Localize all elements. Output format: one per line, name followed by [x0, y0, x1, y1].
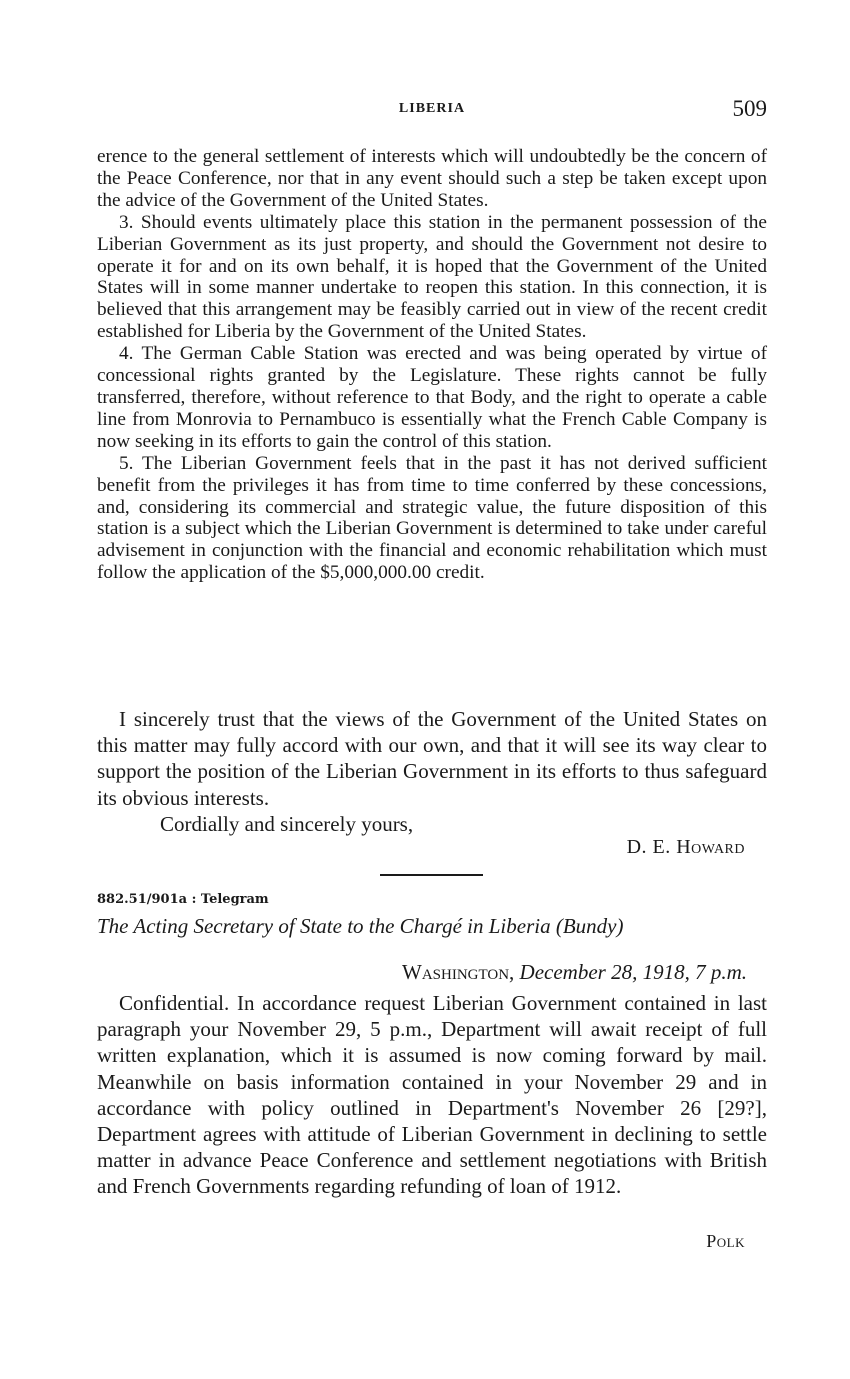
letter-body — [97, 146, 767, 584]
closing-paragraph: I sincerely trust that the views of the Government of the United States on this matter may fully accord with our own, and that it will see its way clear to support the position of the Liberian Government in its efforts to thus safeguard its obvious interests. — [97, 707, 767, 810]
section-divider — [380, 874, 483, 876]
letter-closing-paragraph — [97, 706, 767, 811]
page-header — [97, 96, 767, 126]
letter-paragraph-5: 5. The Liberian Government feels that in the past it has not derived sufficient benefit from the privileges it has from time to time conferred by these concessions, and, considering its commercial and strategic value, the future disposition of this station is a subject which the Liberian Government is determined to take under careful advisement in conjunction with the financial and economic rehabilitation which must follow the application of the $5,000,000.00 credit. — [97, 452, 767, 584]
dateline — [402, 960, 747, 985]
complimentary-close: Cordially and sincerely yours, — [160, 812, 414, 836]
letter-paragraph-continuation: erence to the general settlement of interests which will undoubtedly be the concern of the Peace Conference, nor that in any event should such a step be taken except upon the advice of the Government of the United States. — [97, 146, 767, 211]
dateline-place: Washington, — [402, 960, 515, 984]
dateline-date: December 28, 1918, 7 p.m. — [519, 960, 747, 984]
letter-signature: D. E. Howard — [626, 836, 745, 858]
file-reference: 882.51/901a : Telegram — [97, 892, 269, 907]
letter-paragraph-3: 3. Should events ultimately place this station in the permanent possession of the Liberian Government as its just property, and should the Government not desire to operate it for and on its own behalf, it is hoped that the Government of the United States will in some manner undertake to reopen this station. In this connection, it is believed that this arrangement may be feasibly carried out in view of the recent credit established for Liberia by the Government of the United States. — [97, 211, 767, 343]
telegram-signature: Polk — [706, 1231, 745, 1251]
page-number: 509 — [732, 96, 767, 121]
telegram-paragraph: Confidential. In accordance request Liberian Government contained in last paragraph your November 29, 5 p.m., Department will await receipt of full written explanation, which it is assumed is now coming forward by mail. Meanwhile on basis information contained in your November 29 and in accordance with policy outlined in Department's November 26 [29?], Department agrees with attitude of Liberian Government in declining to settle matter in advance Peace Conference and settlement negotiations with British and French Governments regarding refunding of loan of 1912. — [97, 991, 767, 1199]
telegram-body — [97, 990, 767, 1200]
telegram-title: The Acting Secretary of State to the Chargé in Liberia (Bundy) — [97, 914, 624, 938]
running-title: LIBERIA — [398, 101, 466, 116]
letter-paragraph-4: 4. The German Cable Station was erected and was being operated by virtue of concessional rights granted by the Legislature. These rights cannot be fully transferred, therefore, without reference to that Body, and the right to operate a cable line from Monrovia to Pernambuco is essentially what the French Cable Company is now seeking in its efforts to gain the control of this station. — [97, 343, 767, 452]
